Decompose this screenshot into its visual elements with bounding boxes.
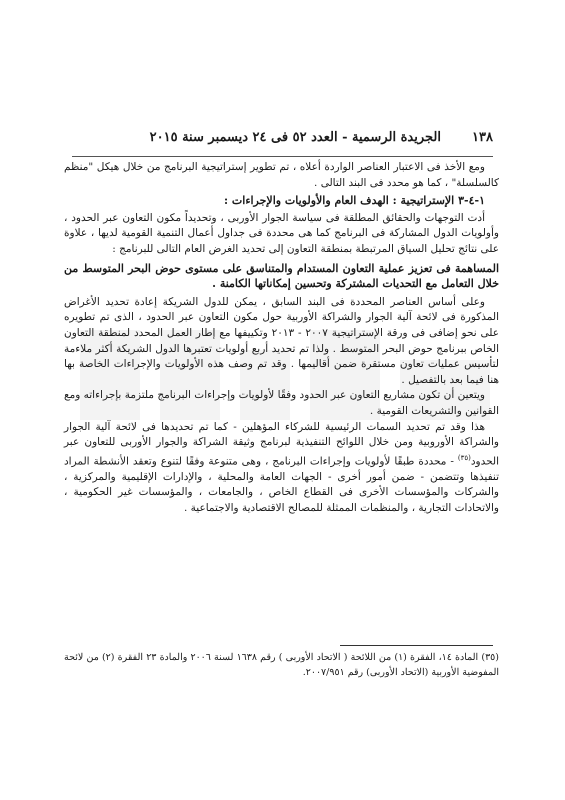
paragraph-intro: ومع الأخذ فى الاعتبار العناصر الواردة أعلاه ، تم تطوير إستراتيجية البرنامج من خلال هيكل "منظم كالسلسلة" ، كما هو محدد فى البند التالى . [64, 161, 499, 189]
body-text [64, 160, 499, 517]
paragraph-projects: ويتعين أن تكون مشاريع التعاون عبر الحدود وفقًا لأولويات وإجراءات البرنامج ملتزمة بإجراءاته ومع القوانين والتشريعات القومية . [64, 389, 499, 417]
page-number: ١٣٨ [472, 130, 493, 145]
header-title: الجريدة الرسمية - العدد ٥٢ فى ٢٤ ديسمبر سنة ٢٠١٥ [149, 130, 441, 145]
footnote [64, 650, 499, 680]
page-header [72, 130, 493, 150]
paragraph-partners [64, 420, 499, 517]
paragraph-priorities: وعلى أساس العناصر المحددة فى البند السابق ، يمكن للدول الشريكة إعادة تحديد الأغراض المذكورة فى لائحة آلية الجوار والشراكة الأوربية حول مكون التعاون عبر الحدود ، الذى تم تطويره على نحو إضافى فى ورقة الإستراتيجية ٢٠٠٧ - ٢٠١٣ وتكييفها مع إطار العمل المحدد لمنطقة التعاون الخاص ببرنامج حوض البحر المتوسط . ولذا تم تحديد أربع أولويات تعتبرها الدول الشريكة أكثر ملاءمة لتأسيس عمليات تعاون مستقرة ضمن أقاليمها . وقد تم وصف هذه الأولويات والإجراءات الخاصة بها هنا فيما بعد بالتفصيل . [64, 295, 499, 386]
section-heading: ١-٤-٣ الإستراتيجية : الهدف العام والأولويات والإجراءات : [224, 194, 485, 208]
footnote-reference: (٣٥) [457, 453, 471, 462]
partners-text-end: - محددة طبقًا لأولويات وإجراءات البرنامج ، وهى متنوعة وفقًا لتنوع وتعقد الأنشطة المراد تنفيذها وتتضمن - ضمن أمور أخرى - الجهات العامة والمحلية ، والإدارات الإقليمية والمركزية ، والشركات والمؤسسات الأخرى فى القطاع الخاص ، والجامعات ، والمؤسسات غير الحكومية ، والاتحادات التجارية ، والمنظمات الممثلة للمصالح الاقتصادية والاجتماعية . [64, 455, 499, 514]
header-divider [72, 156, 493, 157]
footnote-divider [340, 645, 493, 646]
general-objective: المساهمة فى تعزيز عملية التعاون المستدام والمتناسق على مستوى حوض البحر المتوسط من خلال التعامل مع التحديات المشتركة وتحسين إمكاناتها الكامنة . [64, 261, 499, 291]
partners-text-start: هذا وقد تم تحديد السمات الرئيسية للشركاء المؤهلين - كما تم تحديدها فى لائحة آلية الجوار والشراكة الأوروبية ومن خلال اللوائح التنفيذية لبرنامج وثيقة الشراكة والجوار الأوربى للتعاون عبر الحدود [64, 420, 499, 468]
footnote-text: (٣٥) المادة ١٤، الفقرة (١) من اللائحة ( الاتحاد الأوربى ) رقم ١٦٣٨ لسنة ٢٠٠٦ والمادة ٢٣ الفقرة (٢) من لائحة المفوضية الأوربية (الاتحاد الأوربى) رقم ٢٠٠٧/٩٥١. [64, 652, 499, 678]
paragraph-orientations: أدت التوجهات والحقائق المطلقة فى سياسة الجوار الأوربى ، وتحديداً مكون التعاون عبر الحدود ، وأولويات الدول المشاركة فى البرنامج كما هى محددة فى جداول أعمال التنمية القومية لديها ، علاوة على نتائج تحليل السياق المرتبطة بمنطقة التعاون إلى تحديد الغرض العام التالى للبرنامج : [64, 211, 499, 255]
